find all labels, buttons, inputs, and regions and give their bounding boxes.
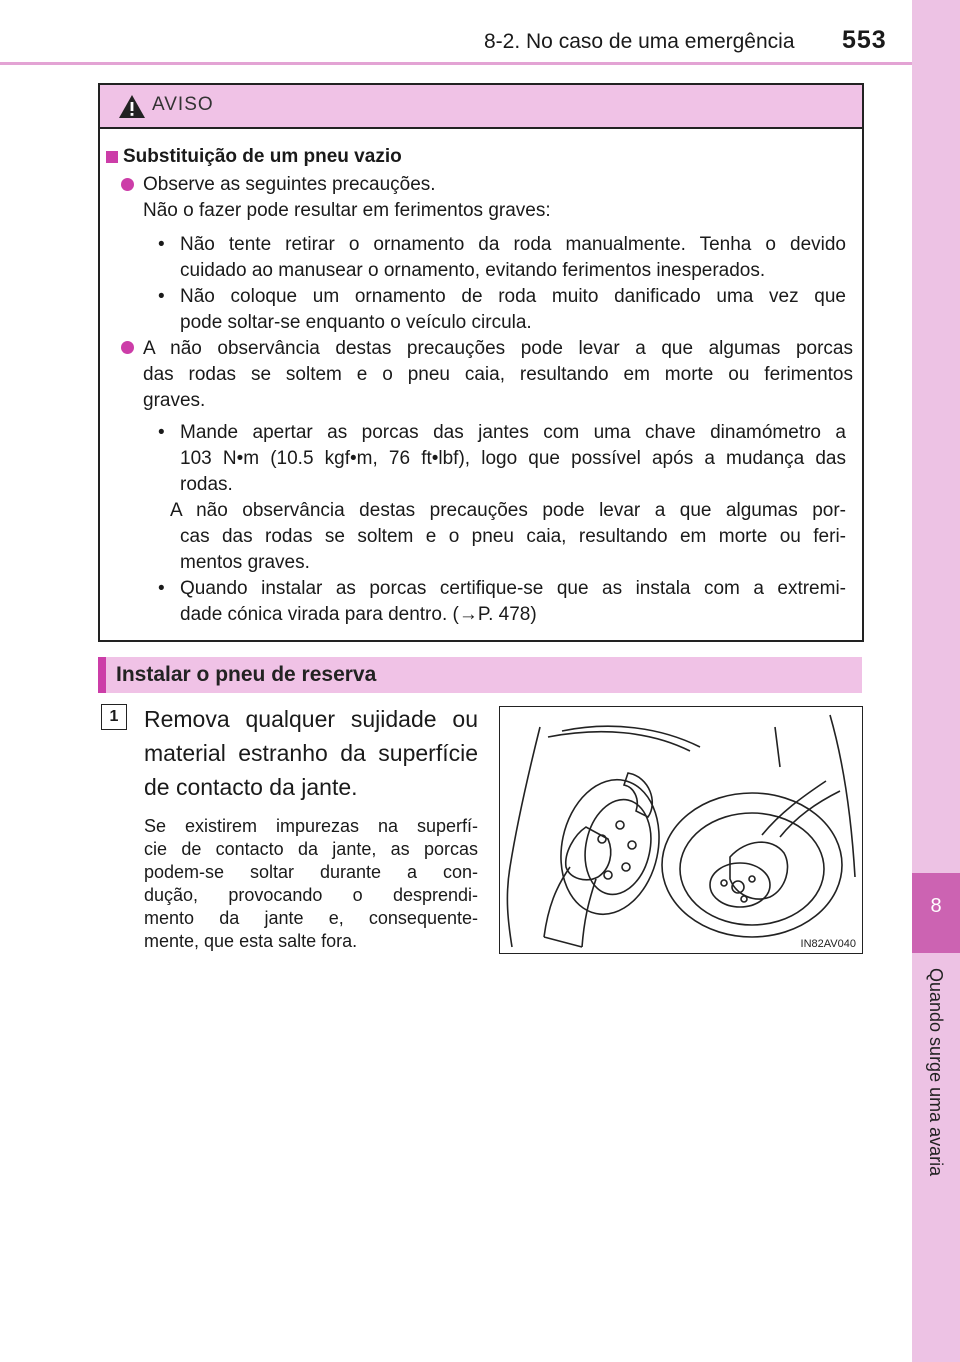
warning-text: Não coloque um ornamento de roda muito danificado uma vez que (180, 286, 846, 307)
step-instruction: de contacto da jante. (144, 774, 358, 800)
sub-bullet: • (158, 286, 165, 307)
warning-text: A não observância destas precauções pode levar a que algumas porcas (143, 338, 853, 359)
step-note: podem-se soltar durante a con- (144, 862, 478, 882)
step-note: Se existirem impurezas na superfí- (144, 816, 478, 836)
page-reference-link[interactable]: dade cónica virada para dentro. (→P. 478) (180, 604, 537, 625)
warning-heading: Substituição de um pneu vazio (123, 146, 402, 167)
warning-text: cuidado ao manusear o ornamento, evitando ferimentos inesperados. (180, 260, 766, 281)
warning-text: A não observância destas precauções pode levar a que algumas por- (170, 500, 846, 521)
bullet-dot-icon (121, 341, 134, 354)
page-number: 553 (842, 26, 887, 54)
warning-text: graves. (143, 390, 206, 411)
step-note: mente, que esta salte fora. (144, 931, 358, 951)
sub-bullet: • (158, 422, 165, 443)
wheel-cleaning-illustration (499, 706, 863, 954)
header-rule (0, 62, 912, 65)
header-section: 8-2. No caso de uma emergência (484, 30, 795, 53)
warning-label: AVISO (152, 94, 214, 115)
warning-header (100, 85, 862, 129)
step-note: mento da jante e, consequente- (144, 908, 478, 928)
section-heading-bar (98, 657, 106, 693)
warning-text: Quando instalar as porcas certifique-se que as instala com a extremi- (180, 578, 846, 599)
warning-text: Observe as seguintes precauções. (143, 174, 436, 195)
step-note: cie de contacto da jante, as porcas (144, 839, 478, 859)
warning-text: mentos graves. (180, 552, 310, 573)
warning-text: cas das rodas se soltem e o pneu caia, resultando em morte ou feri- (180, 526, 846, 547)
step-number: 1 (101, 704, 127, 730)
warning-text: Não o fazer pode resultar em ferimentos graves: (143, 200, 551, 221)
illustration-code: IN82AV040 (800, 938, 856, 950)
warning-triangle-icon (118, 94, 146, 119)
warning-text: pode soltar-se enquanto o veículo circula. (180, 312, 532, 333)
section-heading (98, 657, 862, 693)
step-instruction: material estranho da superfície (144, 740, 478, 766)
step-instruction: Remova qualquer sujidade ou (144, 706, 478, 732)
heading-square-icon (106, 151, 118, 163)
sub-bullet: • (158, 234, 165, 255)
chapter-number: 8 (930, 895, 942, 917)
warning-text: Não tente retirar o ornamento da roda manualmente. Tenha o devido (180, 234, 846, 255)
sub-bullet: • (158, 578, 165, 599)
step-note: dução, provocando o desprendi- (144, 885, 478, 905)
section-title: Instalar o pneu de reserva (116, 663, 377, 686)
warning-text: rodas. (180, 474, 233, 495)
chapter-title: Quando surge uma avaria (926, 968, 946, 1177)
bullet-dot-icon (121, 178, 134, 191)
warning-text: Mande apertar as porcas das jantes com uma chave dinamómetro a (180, 422, 846, 443)
warning-text: das rodas se soltem e o pneu caia, resultando em morte ou ferimentos (143, 364, 853, 385)
warning-box (98, 83, 864, 642)
warning-text: 103 N•m (10.5 kgf•m, 76 ft•lbf), logo que possível após a mudança das (180, 448, 846, 469)
